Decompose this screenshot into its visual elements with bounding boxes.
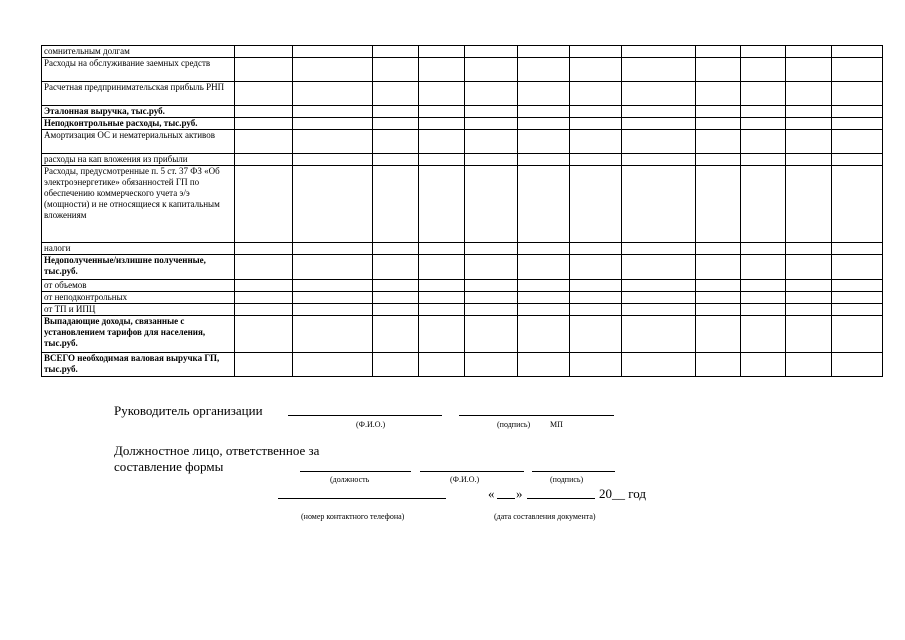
date-month-line [527,498,595,499]
head-label: Руководитель организации [114,403,263,418]
table-cell [465,106,518,118]
phone-caption: (номер контактного телефона) [301,512,405,521]
table-cell [235,353,293,377]
resp-fio-caption: (Ф.И.О.) [450,475,480,484]
table-cell [622,58,696,82]
table-cell [293,280,373,292]
table-cell [373,82,419,106]
table-cell [622,243,696,255]
responsible-label-1: Должностное лицо, ответственное за [114,443,320,458]
table-cell [419,316,465,353]
table-cell [622,130,696,154]
table-cell [419,46,465,58]
date-year: 20__ год [599,486,646,501]
table-cell [518,130,570,154]
table-cell [832,166,883,243]
table-cell [293,82,373,106]
table-cell [373,58,419,82]
table-cell [373,106,419,118]
table-cell [293,130,373,154]
table-cell [465,166,518,243]
table-row [42,243,883,255]
table-cell [570,118,622,130]
table-cell [465,58,518,82]
row-label: расходы на кап вложения из прибыли [42,154,235,166]
head-sign-caption: (подпись) [497,420,531,429]
table-cell [696,118,741,130]
table-cell [570,280,622,292]
table-cell [622,304,696,316]
table-cell [373,154,419,166]
table-cell [570,106,622,118]
table-cell [293,154,373,166]
table-cell [293,255,373,280]
table-cell [235,82,293,106]
table-cell [622,316,696,353]
table-row [42,316,883,353]
table-cell [696,292,741,304]
table-cell [373,255,419,280]
table-cell [786,292,832,304]
table-cell [373,292,419,304]
table-row [42,46,883,58]
table-cell [235,130,293,154]
table-cell [696,106,741,118]
row-label: Выпадающие доходы, связанные с установлением тарифов для населения, тыс.руб. [42,316,235,353]
table-cell [622,82,696,106]
table-cell [696,154,741,166]
table-row [42,106,883,118]
table-cell [786,82,832,106]
table-cell [235,118,293,130]
table-cell [622,118,696,130]
table-cell [696,316,741,353]
table-cell [786,353,832,377]
table-cell [741,255,786,280]
table-cell [832,292,883,304]
table-cell [235,255,293,280]
table-cell [419,118,465,130]
table-cell [696,353,741,377]
table-cell [570,255,622,280]
table-cell [786,316,832,353]
table-cell [622,280,696,292]
head-sign-line [459,415,614,416]
table-cell [373,280,419,292]
table-cell [786,154,832,166]
table-cell [293,292,373,304]
table-cell [832,353,883,377]
table-cell [465,292,518,304]
table-cell [832,243,883,255]
table-cell [832,316,883,353]
table-cell [235,280,293,292]
table-cell [373,243,419,255]
resp-sign-line [532,471,615,472]
table-cell [741,304,786,316]
table-cell [373,166,419,243]
table-cell [741,106,786,118]
row-label: от ТП и ИПЦ [42,304,235,316]
table-cell [518,243,570,255]
date-quote-close: » [516,486,523,501]
table-cell [465,154,518,166]
table-cell [518,292,570,304]
table-row [42,166,883,243]
position-caption: (должность [330,475,370,484]
table-cell [465,353,518,377]
responsible-label-2: составление формы [114,459,224,474]
table-cell [419,304,465,316]
table-cell [293,353,373,377]
table-row [42,154,883,166]
table-cell [518,316,570,353]
table-cell [293,58,373,82]
table-cell [235,166,293,243]
date-day-line [497,498,515,499]
table-cell [786,304,832,316]
table-cell [570,353,622,377]
table-cell [465,304,518,316]
table-cell [518,353,570,377]
table-cell [832,118,883,130]
table-cell [832,304,883,316]
table-cell [518,46,570,58]
table-row [42,304,883,316]
table-cell [832,255,883,280]
table-cell [419,106,465,118]
position-line [300,471,411,472]
row-label: Амортизация ОС и нематериальных активов [42,130,235,154]
table-row [42,292,883,304]
table-cell [518,154,570,166]
table-cell [696,46,741,58]
table-cell [373,316,419,353]
table-cell [235,106,293,118]
table-cell [786,106,832,118]
row-label: Эталонная выручка, тыс.руб. [42,106,235,118]
table-cell [570,243,622,255]
table-cell [419,243,465,255]
date-quote-open: « [488,486,495,501]
resp-sign-caption: (подпись) [550,475,584,484]
table-row [42,58,883,82]
table-cell [696,58,741,82]
table-cell [696,304,741,316]
table-cell [235,243,293,255]
row-label: от объемов [42,280,235,292]
table-cell [419,255,465,280]
table-cell [465,255,518,280]
table-cell [832,130,883,154]
table-cell [741,292,786,304]
table-cell [832,280,883,292]
table-cell [622,106,696,118]
table-cell [786,166,832,243]
table-cell [786,118,832,130]
table-cell [465,316,518,353]
table-cell [570,154,622,166]
table-cell [696,82,741,106]
table-cell [570,316,622,353]
row-label: Неподконтрольные расходы, тыс.руб. [42,118,235,130]
table-cell [741,353,786,377]
table-cell [373,46,419,58]
table-row [42,255,883,280]
table-cell [419,292,465,304]
table-cell [741,243,786,255]
table-cell [832,154,883,166]
table-row [42,118,883,130]
table-cell [570,58,622,82]
table-cell [786,46,832,58]
table-cell [570,292,622,304]
table-cell [465,46,518,58]
table-cell [293,46,373,58]
table-cell [786,280,832,292]
table-cell [235,154,293,166]
table-cell [518,280,570,292]
table-cell [832,58,883,82]
table-cell [696,130,741,154]
table-cell [465,243,518,255]
table-cell [696,255,741,280]
table-cell [570,46,622,58]
table-cell [741,130,786,154]
table-cell [570,82,622,106]
table-cell [518,166,570,243]
table-cell [465,82,518,106]
data-table [41,45,883,377]
table-cell [741,316,786,353]
table-row [42,280,883,292]
table-cell [622,353,696,377]
row-label: Недополученные/излишне полученные, тыс.руб. [42,255,235,280]
table-cell [570,166,622,243]
table-cell [622,166,696,243]
table-cell [832,82,883,106]
table-row [42,130,883,154]
table-cell [419,58,465,82]
table-cell [741,280,786,292]
table-cell [465,118,518,130]
table-cell [741,46,786,58]
table-cell [741,58,786,82]
table-cell [786,243,832,255]
table-cell [622,255,696,280]
phone-line [278,498,446,499]
table-cell [373,130,419,154]
resp-fio-line [420,471,524,472]
head-fio-line [288,415,442,416]
row-label: Расходы на обслуживание заемных средств [42,58,235,82]
table-cell [419,166,465,243]
table-cell [518,106,570,118]
table-cell [696,166,741,243]
table-cell [786,58,832,82]
table-cell [373,353,419,377]
table-cell [518,118,570,130]
row-label: от неподконтрольных [42,292,235,304]
table-cell [235,316,293,353]
table-cell [419,82,465,106]
mp-label: МП [550,420,563,429]
date-caption: (дата составления документа) [494,512,596,521]
table-cell [741,154,786,166]
table-cell [293,118,373,130]
row-label: ВСЕГО необходимая валовая выручка ГП, тыс.руб. [42,353,235,377]
table-cell [786,255,832,280]
table-cell [373,304,419,316]
table-row [42,82,883,106]
table-cell [465,280,518,292]
table-cell [293,166,373,243]
table-cell [518,82,570,106]
head-fio-caption: (Ф.И.О.) [356,420,386,429]
table-cell [235,292,293,304]
table-cell [235,46,293,58]
table-cell [741,118,786,130]
table-cell [419,154,465,166]
table-cell [518,304,570,316]
table-cell [622,46,696,58]
table-cell [622,292,696,304]
table-cell [786,130,832,154]
table-cell [696,280,741,292]
table-cell [373,118,419,130]
table-cell [570,304,622,316]
table-cell [235,58,293,82]
table-cell [235,304,293,316]
row-label: сомнительным долгам [42,46,235,58]
table-cell [419,353,465,377]
table-cell [696,243,741,255]
row-label: Расчетная предпринимательская прибыль РНП [42,82,235,106]
table-cell [293,316,373,353]
table-cell [293,243,373,255]
table-cell [465,130,518,154]
row-label: налоги [42,243,235,255]
table-cell [293,106,373,118]
table-cell [741,82,786,106]
table-cell [622,154,696,166]
row-label: Расходы, предусмотренные п. 5 ст. 37 ФЗ «Об электроэнергетике» обязанностей ГП по обеспечению коммерческого учета э/э (мощности) и не относящиеся к капитальным вложениям [42,166,235,243]
table-cell [419,280,465,292]
table-cell [570,130,622,154]
table-cell [832,46,883,58]
table-cell [419,130,465,154]
table-cell [293,304,373,316]
table-row [42,353,883,377]
table-cell [832,106,883,118]
table-cell [518,58,570,82]
table-cell [518,255,570,280]
table-cell [741,166,786,243]
